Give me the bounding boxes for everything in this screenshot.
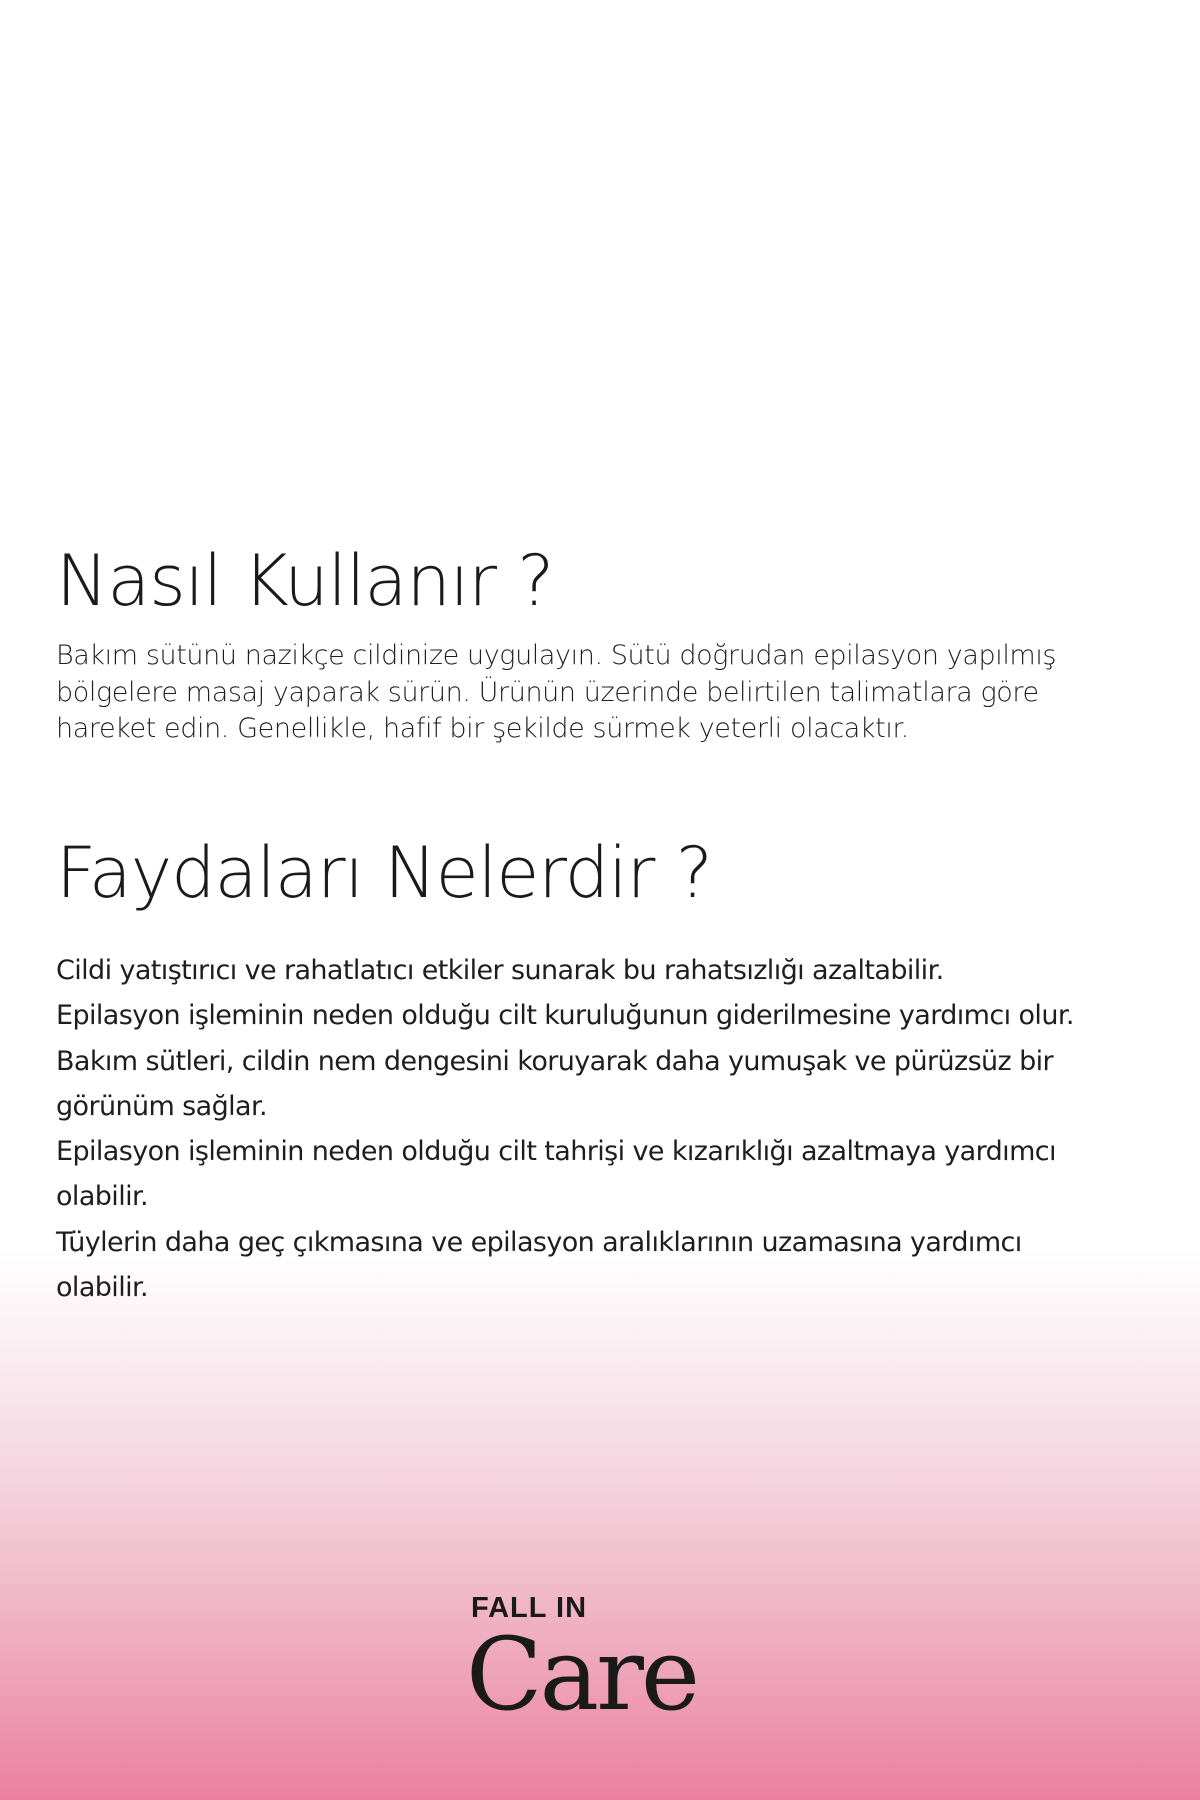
how-to-use-line: bölgelere masaj yaparak sürün. Ürünün üzerinde belirtilen talimatlara göre bbox=[56, 676, 1039, 708]
benefit-line: Bakım sütleri, cildin nem dengesini koruyarak daha yumuşak ve pürüzsüz bir bbox=[56, 1045, 1054, 1077]
benefit-line: Epilasyon işleminin neden olduğu cilt kuruluğunun giderilmesine yardımcı olur. bbox=[56, 1000, 1074, 1032]
how-to-use-text bbox=[56, 638, 1160, 748]
brand-logo bbox=[466, 1592, 740, 1733]
benefit-line: görünüm sağlar. bbox=[56, 1090, 267, 1122]
benefits-title: Faydaları Nelerdir ? bbox=[56, 832, 712, 914]
brand-logo-top: FALL IN bbox=[471, 1592, 588, 1624]
how-to-use-section bbox=[56, 540, 1160, 748]
benefit-line: Tüylerin daha geç çıkmasına ve epilasyon aralıklarının uzamasına yardımcı bbox=[56, 1226, 1022, 1258]
how-to-use-title: Nasıl Kullanır ? bbox=[56, 540, 554, 622]
benefit-line: Epilasyon işleminin neden olduğu cilt tahrişi ve kızarıklığı azaltmaya yardımcı bbox=[56, 1136, 1056, 1168]
brand-logo-main: Care bbox=[466, 1616, 698, 1733]
how-to-use-line: hareket edin. Genellikle, hafif bir şekilde sürmek yeterli olacaktır. bbox=[56, 713, 909, 744]
how-to-use-line: Bakım sütünü nazikçe cildinize uygulayın. Sütü doğrudan epilasyon yapılmış bbox=[56, 640, 1057, 671]
benefit-line: olabilir. bbox=[56, 1181, 149, 1213]
benefits-section bbox=[56, 832, 1160, 1337]
benefit-line: Cildi yatıştırıcı ve rahatlatıcı etkiler sunarak bu rahatsızlığı azaltabilir. bbox=[56, 955, 944, 986]
benefit-line: olabilir. bbox=[56, 1272, 149, 1304]
benefits-list bbox=[56, 948, 1160, 1310]
